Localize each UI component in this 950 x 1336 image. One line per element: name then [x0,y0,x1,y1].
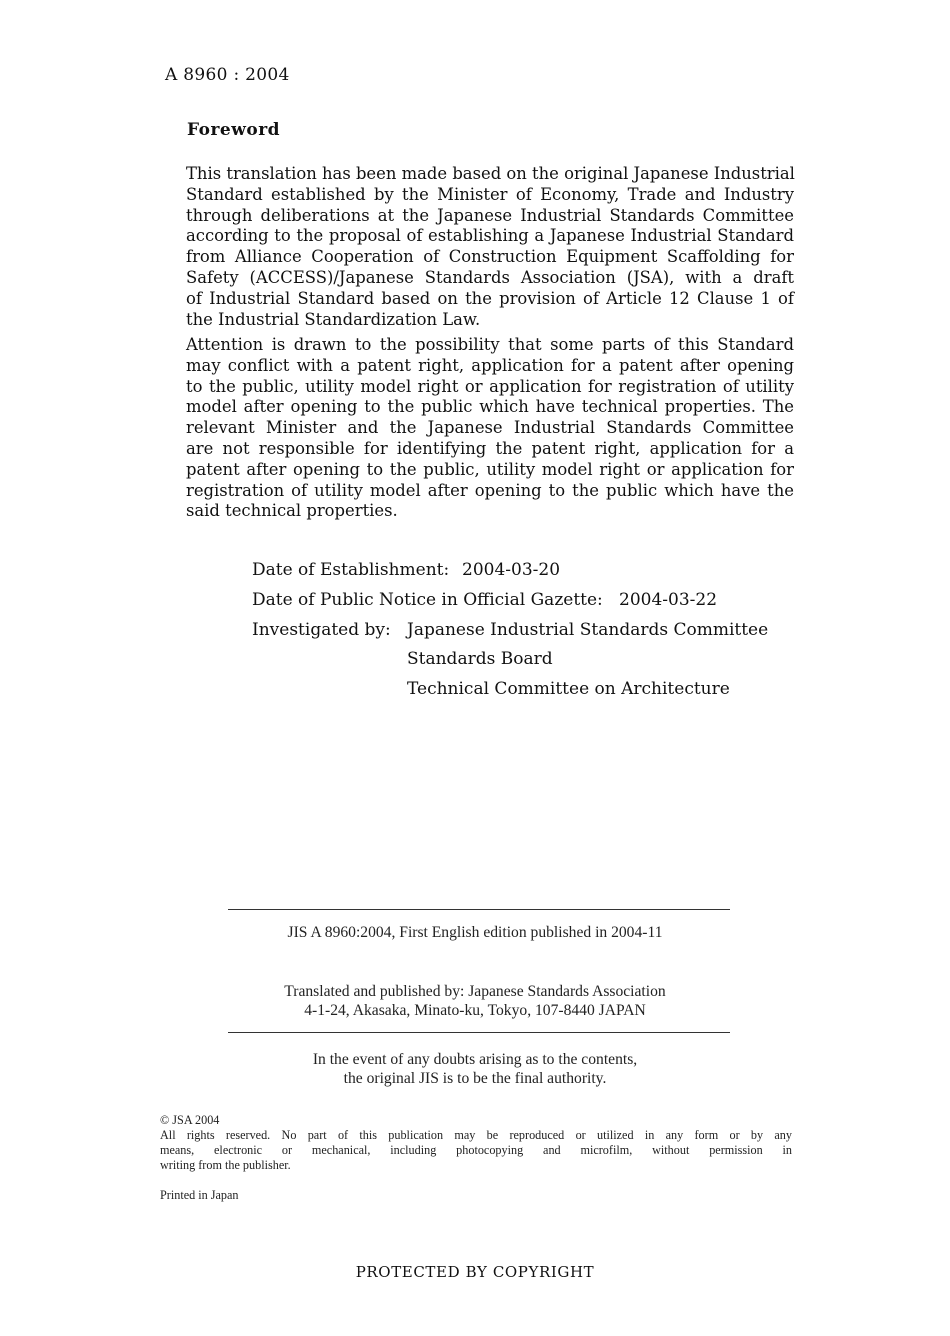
text-line: to the public, utility model right or application for registration of utility [186,376,794,396]
publisher-line: Translated and published by: Japanese Standards Association [284,983,666,1000]
investigated-label: Investigated by: [252,620,391,640]
investigated-by-line: Standards Board [407,649,553,669]
text-line: may conflict with a patent right, application for a patent after opening [186,355,794,375]
text-line: are not responsible for identifying the patent right, application for a [186,438,794,458]
foreword-title: Foreword [187,120,281,140]
text-line: from Alliance Cooperation of Construction Equipment Scaffolding for [186,247,794,267]
text-line: of Industrial Standard based on the provision of Article 12 Clause 1 of [186,288,794,308]
copyright-notice: © JSA 2004 [160,1113,220,1127]
text-line: through deliberations at the Japanese Industrial Standards Committee [186,205,794,225]
publisher-address: 4-1-24, Akasaka, Minato-ku, Tokyo, 107-8440 JAPAN [304,1002,646,1019]
investigated-by-line: Technical Committee on Architecture [407,679,730,699]
text-line: All rights reserved. No part of this publication may be reproduced or utilized in any form or by any [160,1128,792,1142]
divider [228,1032,730,1033]
text-line: patent after opening to the public, utility model right or application for [186,459,794,479]
text-line: writing from the publisher. [160,1158,291,1172]
text-line: the Industrial Standardization Law. [186,309,481,329]
edition-line: JIS A 8960:2004, First English edition published in 2004-11 [287,924,663,941]
text-line: registration of utility model after opening to the public which have the [186,480,794,500]
gazette-label: Date of Public Notice in Official Gazette: [252,590,603,610]
foreword-paragraph-1 [186,164,794,330]
text-line: This translation has been made based on the original Japanese Industrial [186,164,795,183]
foreword-paragraph-2 [186,335,794,522]
establishment-label: Date of Establishment: [252,560,450,580]
establishment-date: 2004-03-20 [462,560,561,580]
text-line: according to the proposal of establishing a Japanese Industrial Standard [186,226,794,246]
authority-line: the original JIS is to be the final authority. [343,1070,607,1087]
copyright-footer: PROTECTED BY COPYRIGHT [355,1263,595,1281]
text-line: model after opening to the public which have technical properties. The [186,397,794,417]
divider [228,909,730,910]
text-line: relevant Minister and the Japanese Industrial Standards Committee [186,418,794,438]
text-line: Safety (ACCESS)/Japanese Standards Association (JSA), with a draft [186,267,794,287]
text-line: means, electronic or mechanical, including photocopying and microfilm, without permission in [160,1143,792,1157]
rights-statement [160,1128,792,1173]
gazette-date: 2004-03-22 [619,590,718,610]
printed-in: Printed in Japan [160,1188,239,1202]
investigated-by-line: Japanese Industrial Standards Committee [407,620,769,640]
authority-line: In the event of any doubts arising as to the contents, [312,1051,638,1068]
document-id: A 8960 : 2004 [165,65,290,85]
text-line: Attention is drawn to the possibility that some parts of this Standard [186,335,794,354]
text-line: said technical properties. [186,501,398,521]
text-line: Standard established by the Minister of Economy, Trade and Industry [186,184,794,204]
